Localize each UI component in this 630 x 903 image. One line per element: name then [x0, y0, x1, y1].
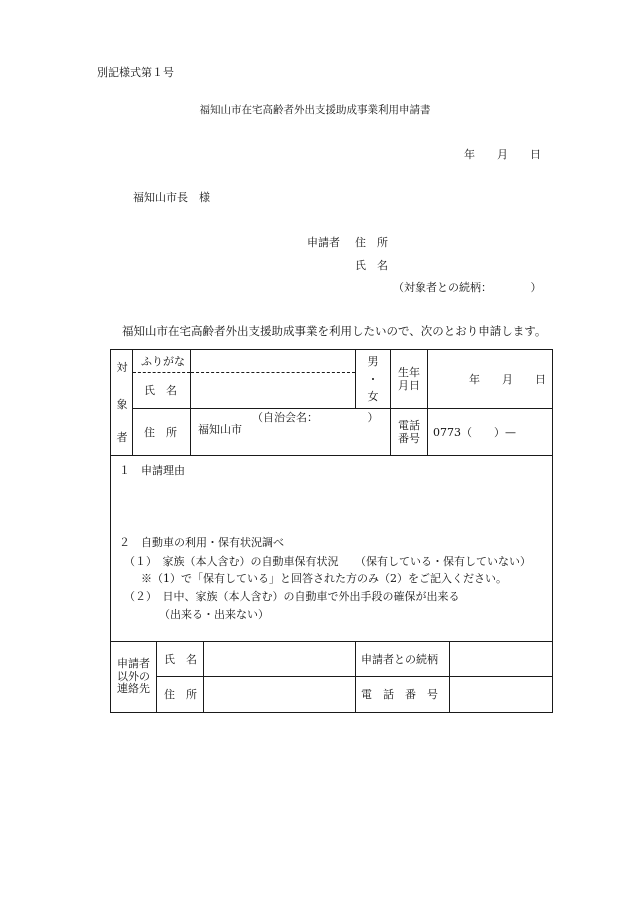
subject-side-label — [111, 350, 133, 456]
contact-relationship-value-cell — [450, 642, 553, 677]
gender-female: 女 — [367, 390, 379, 404]
contact-phone-value-cell — [450, 677, 553, 713]
subject-table — [110, 349, 553, 642]
reason-heading: １ 申請理由 — [119, 464, 185, 477]
form-title: 福知山市在宅高齢者外出支援助成事業利用申請書 — [199, 104, 431, 116]
birth-label-line: 生年 — [398, 366, 420, 379]
contact-table — [110, 641, 553, 713]
contact-side-line: 以外の — [117, 669, 150, 683]
applicant-label: 申請者 — [307, 236, 340, 249]
submission-date: 年 月 日 — [464, 148, 541, 161]
phone-label-line: 番号 — [398, 432, 420, 445]
car-ownership-note: ※（1）で「保有している」と回答された方のみ（2）をご記入ください。 — [141, 572, 507, 585]
subject-name-value-cell — [191, 373, 356, 409]
side-char: 対 — [116, 361, 128, 374]
applicant-relationship: （対象者との続柄： ） — [393, 281, 542, 294]
gender-cell — [356, 350, 391, 409]
birth-label-line: 月日 — [398, 379, 420, 392]
contact-name-label: 氏 名 — [157, 642, 204, 677]
birth-date-label — [391, 350, 428, 409]
form-number: 別記様式第１号 — [97, 66, 174, 79]
furigana-label: ふりがな — [133, 350, 191, 373]
car-ownership-question: （１） 家族（本人含む）の自動車保有状況 （保有している・保有していない） — [124, 555, 531, 568]
contact-relationship-label: 申請者との続柄 — [356, 642, 450, 677]
address-prefix: 福知山市 — [198, 423, 242, 436]
furigana-value-cell — [191, 350, 356, 373]
transport-question: （２） 日中、家族（本人含む）の自動車で外出手段の確保が出来る — [124, 590, 460, 603]
car-survey-heading: ２ 自動車の利用・保有状況調べ — [119, 536, 284, 549]
contact-side-line: 連絡先 — [117, 682, 150, 696]
neighborhood-association: （自治会名： ） — [252, 411, 379, 424]
contact-name-value-cell — [204, 642, 356, 677]
side-char: 象 — [116, 398, 128, 411]
contact-side-label — [111, 642, 157, 713]
gender-separator: ・ — [367, 372, 379, 386]
contact-phone-label: 電 話 番 号 — [356, 677, 450, 713]
reason-section — [111, 456, 553, 642]
addressee: 福知山市長 様 — [133, 191, 210, 204]
applicant-name-label: 氏 名 — [355, 259, 388, 272]
phone-label-line: 電話 — [398, 419, 420, 432]
side-char: 者 — [116, 431, 128, 444]
birth-date-value: 年 月 日 — [428, 350, 553, 409]
subject-address-label: 住 所 — [133, 409, 191, 456]
contact-side-line: 申請者 — [117, 657, 150, 671]
phone-label — [391, 409, 428, 456]
subject-name-label: 氏 名 — [133, 373, 191, 409]
applicant-address-label: 住 所 — [355, 236, 388, 249]
contact-address-value-cell — [204, 677, 356, 713]
transport-options: （出来る・出来ない） — [159, 608, 269, 621]
intro-sentence: 福知山市在宅高齢者外出支援助成事業を利用したいので、次のとおり申請します。 — [122, 324, 547, 338]
subject-address-cell — [191, 409, 391, 456]
contact-address-label: 住 所 — [157, 677, 204, 713]
phone-value: 0773（ ）— — [428, 409, 553, 456]
gender-male: 男 — [367, 354, 379, 368]
